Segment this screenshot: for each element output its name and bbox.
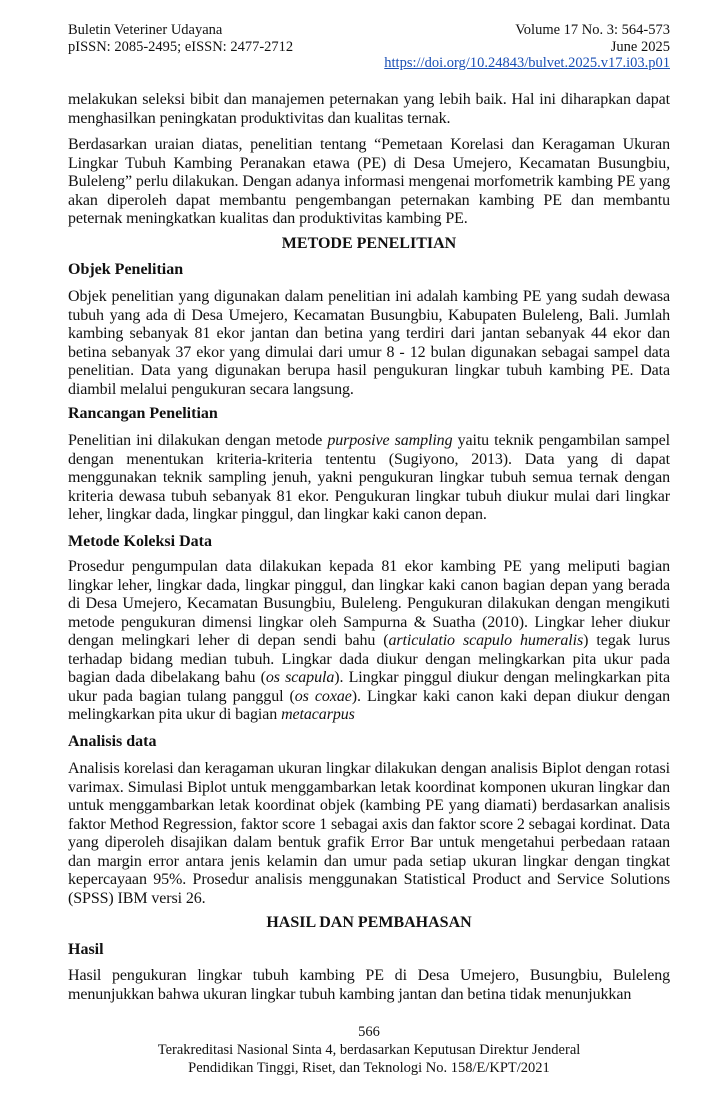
- text-line: Berdasarkan uraian diatas, penelitian tentang “Pemetaan Korelasi dan Keragaman Ukuran: [68, 136, 670, 153]
- text-line: kriteria dewasa tubuh sebanyak 81 ekor. Pengukuran lingkar tubuh diukur mulai dari lingkar: [68, 487, 670, 505]
- text-segment: Penelitian ini dilakukan dengan metode: [68, 432, 328, 449]
- running-header: [68, 22, 670, 72]
- text-line: tubuh yang ada di Desa Umejero, Kecamatan Busungbiu, Kabupaten Buleleng, Bali. Jumlah: [68, 306, 670, 324]
- text-line: melakukan seleksi bibit dan manajemen peternakan yang lebih baik. Hal ini diharapkan dapat: [68, 91, 670, 108]
- text-line: metode pengukuran dimensi lingkar oleh Sampurna & Suatha (2010). Lingkar leher diukur: [68, 613, 670, 631]
- text-line: Hasil pengukuran lingkar tubuh kambing PE di Desa Umejero, Busungbiu, Buleleng: [68, 967, 670, 984]
- text-line: [68, 432, 670, 451]
- text-line: Analisis korelasi dan keragaman ukuran lingkar dilakukan dengan analisis Biplot dengan rotasi: [68, 760, 670, 777]
- section-heading-metode: METODE PENELITIAN: [281, 235, 457, 252]
- italic-term: purposive sampling: [327, 432, 453, 449]
- text-line: terhadap bidang median tubuh. Lingkar dada diukur dengan melingkarkan pita ukur pada: [68, 650, 670, 668]
- paragraph-intro-2: [68, 136, 670, 229]
- page-footer: [68, 1023, 670, 1077]
- text-segment: yaitu teknik pengambilan sampel: [452, 432, 670, 449]
- text-segment: bagian dada dibelakang bahu (: [68, 669, 266, 686]
- text-line: peternak meningkatkan kualitas dan produktivitas kambing PE.: [68, 210, 468, 227]
- subheading-koleksi: Metode Koleksi Data: [68, 533, 212, 550]
- text-line: yang diperoleh disajikan dalam bentuk grafik Error Bar untuk mengetahui perbedaan rataan: [68, 834, 670, 851]
- volume: Volume 17 No. 3: 564-573: [515, 22, 670, 38]
- text-line: penelitian. Data yang digunakan berupa hasil pengukuran lingkar tubuh kambing PE. Data: [68, 362, 670, 379]
- text-segment: melingkarkan pita ukur di bagian: [68, 706, 282, 723]
- accreditation-line-2: Pendidikan Tinggi, Riset, dan Teknologi No. 158/E/KPT/2021: [188, 1060, 550, 1076]
- subheading-rancangan: Rancangan Penelitian: [68, 405, 218, 422]
- italic-term: os scapula: [265, 669, 335, 686]
- italic-term: articulatio scapulo humeralis: [388, 632, 584, 649]
- text-line: [68, 688, 670, 707]
- text-line: lingkar leher, lingkar dada, lingkar pinggul, dan lingkar kaki canon bagian depan yang berada: [68, 576, 670, 594]
- issn: pISSN: 2085-2495; eISSN: 2477-2712: [68, 38, 294, 55]
- journal-info: [68, 22, 293, 72]
- text-segment: ) tegak lurus: [583, 632, 670, 649]
- text-segment: ukur pada bagian tulang panggul (: [68, 687, 295, 705]
- accreditation-line-1: Terakreditasi Nasional Sinta 4, berdasarkan Keputusan Direktur Jenderal: [157, 1042, 581, 1058]
- subheading-objek: Objek Penelitian: [68, 261, 184, 278]
- issue-info: [384, 22, 670, 72]
- text-line: Buleleng” perlu dilakukan. Dengan adanya informasi mengenai morfometrik kambing PE yang: [68, 173, 670, 190]
- paragraph-analisis: [68, 760, 670, 908]
- text-line: faktor Method Regression, faktor score 1 sebagai axis dan faktor score 2 sebagai kordinat. Data: [68, 815, 670, 833]
- subheading-hasil: Hasil: [68, 941, 104, 958]
- text-line: varimax. Simulasi Biplot untuk menggambarkan letak koordinat komponen ukuran lingkar dan: [68, 778, 670, 796]
- subheading-analisis: Analisis data: [68, 733, 157, 750]
- text-line: di Desa Umejero, Kecamatan Busungbiu, Buleleng. Pengukuran dilakukan dengan mengikuti: [68, 595, 670, 612]
- paragraph-objek: [68, 288, 670, 399]
- text-line: [68, 706, 670, 725]
- italic-term: os coxae: [294, 687, 352, 705]
- text-line: leher, lingkar dada, lingkar pinggul, dan lingkar kaki canon depan.: [68, 506, 487, 523]
- paragraph-koleksi: [68, 558, 670, 725]
- text-line: Lingkar Tubuh Kambing Peranakan etawa (PE) di Desa Umejero, Kecamatan Busungbiu,: [68, 154, 670, 172]
- text-line: menunjukkan bahwa ukuran lingkar tubuh kambing jantan dan betina tidak menunjukkan: [68, 985, 632, 1003]
- paragraph-rancangan: [68, 432, 670, 525]
- issue-date: June 2025: [610, 38, 670, 55]
- section-heading-hasil-pembahasan: HASIL DAN PEMBAHASAN: [266, 914, 472, 931]
- doi-link[interactable]: https://doi.org/10.24843/bulvet.2025.v17.i03.p01: [384, 55, 670, 71]
- text-segment: ). Lingkar kaki canon kaki depan diukur dengan: [351, 687, 671, 705]
- page-number: 566: [358, 1024, 380, 1040]
- text-line: kambing sebanyak 81 ekor jantan dan betina yang terdiri dari jantan sebanyak 44 ekor dan: [68, 325, 670, 342]
- text-line: Objek penelitian yang digunakan dalam penelitian ini adalah kambing PE yang sudah dewasa: [68, 288, 670, 305]
- text-line: (SPSS) IBM versi 26.: [68, 889, 206, 907]
- text-line: [68, 669, 670, 688]
- text-line: Prosedur pengumpulan data dilakukan kepada 81 ekor kambing PE yang meliputi bagian: [68, 558, 670, 575]
- paragraph-intro-1: [68, 91, 670, 128]
- text-line: dengan menentukan kriteria-kriteria tententu (Sugiyono, 2013). Data yang di dapat: [68, 450, 670, 468]
- text-line: menggunakan teknik sampling jenuh, yakni pengukuran lingkar tubuh semua ternak dengan: [68, 469, 670, 486]
- text-line: akan diperoleh dapat membantu pengembangan peternakan kambing PE dan membantu: [68, 191, 670, 209]
- journal-name: Buletin Veteriner Udayana: [68, 22, 223, 38]
- text-segment: dengan melingkari leher di depan sendi bahu (: [68, 632, 389, 649]
- paragraph-hasil: [68, 967, 670, 1004]
- text-segment: ). Lingkar pinggul diukur dengan melingkarkan pita: [334, 669, 670, 686]
- text-line: [68, 632, 670, 651]
- text-line: kepercayaan 95%. Prosedur analisis menggunakan Statistical Product and Service Solutions: [68, 871, 670, 888]
- text-line: untuk menggambarkan letak koordinat objek (kambing PE yang diamati) berdasarkan analisis: [68, 797, 670, 814]
- text-line: menghasilkan peningkatan produktivitas dan kualitas ternak.: [68, 109, 451, 127]
- text-line: dan margin error antara jenis kelamin dan umur pada setiap ukuran lingkar dengan tingkat: [68, 852, 670, 870]
- italic-term: metacarpus: [281, 706, 355, 723]
- text-line: diambil melalui pengukuran secara langsung.: [68, 380, 354, 398]
- text-line: betina sebanyak 37 ekor yang dimulai dari umur 8 - 12 bulan digunakan sebagai sampel data: [68, 343, 670, 361]
